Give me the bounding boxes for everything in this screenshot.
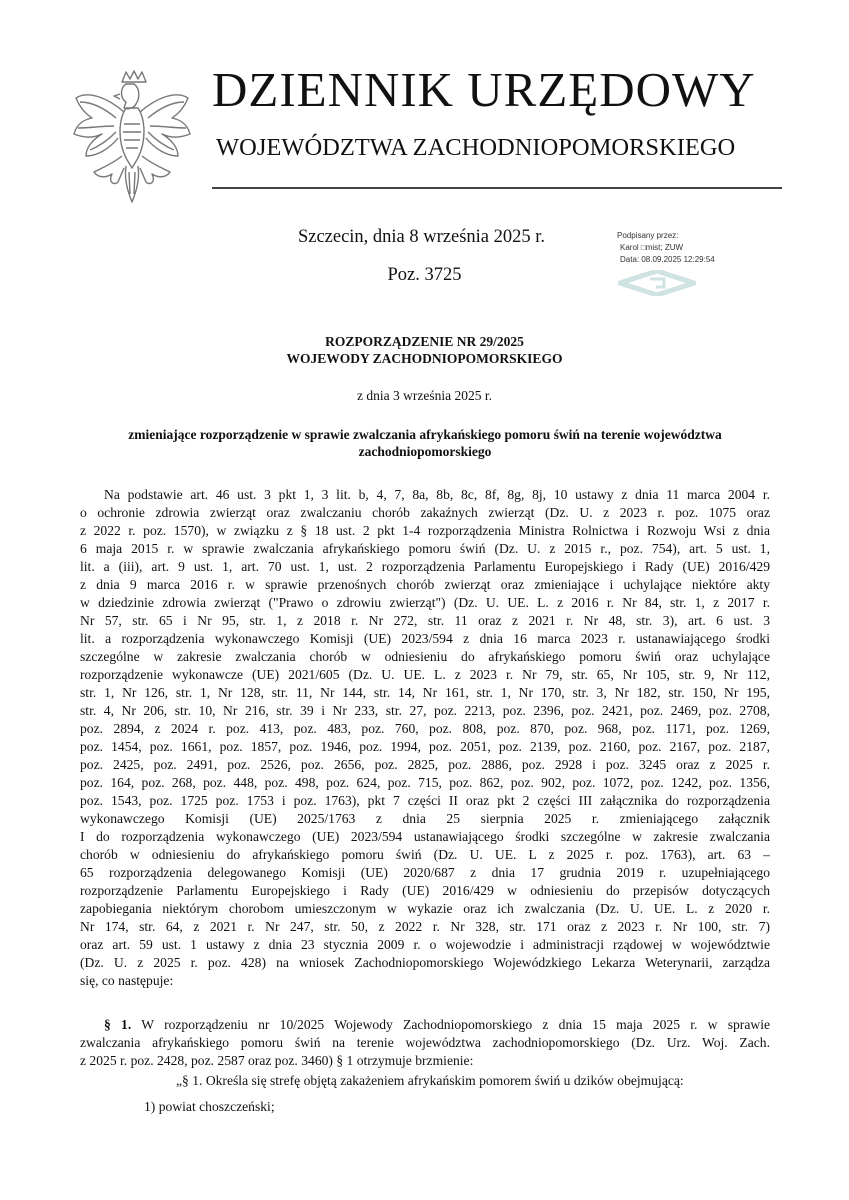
- text-line: się, co następuje:: [80, 973, 174, 988]
- text-line: (Dz. U. z 2025 r. poz. 428) na wniosek Zachodniopomorskiego Wojewódzkiego Lekarza Weterynarii, zarządza: [80, 955, 770, 970]
- regulation-number: ROZPORZĄDZENIE NR 29/2025: [325, 334, 524, 349]
- text-line: w dziedzinie zdrowia zwierząt ("Prawo o zdrowiu zwierząt") (Dz. U. UE. L. z 2016 r. Nr 84, str. 1, z 2017 r.: [80, 595, 770, 610]
- text-line: poz. 1454, poz. 1661, poz. 1857, poz. 1946, poz. 1994, poz. 2051, poz. 2139, poz. 2160, poz. 2167, poz. 2187,: [80, 739, 770, 754]
- journal-subtitle: WOJEWÓDZTWA ZACHODNIOPOMORSKIEGO: [216, 134, 736, 161]
- regulation-subject-line: zmieniające rozporządzenie w sprawie zwalczania afrykańskiego pomoru świń na terenie województwa: [128, 427, 722, 442]
- text-line: z dnia 9 marca 2016 r. w sprawie przenośnych chorób zwierząt oraz zmieniające i uchylające niektóre akty: [80, 577, 770, 592]
- paragraph-1: [80, 1016, 770, 1070]
- text-line: rozporządzenie wykonawcze (UE) 2021/605 (Dz. U. UE. L. z 2023 r. Nr 79, str. 65, Nr 105, str. 9, Nr 112,: [80, 667, 770, 682]
- journal-title: DZIENNIK URZĘDOWY: [212, 62, 756, 117]
- list-item: 1) powiat choszczeński;: [144, 1099, 275, 1114]
- text-line: str. 1, Nr 126, str. 1, Nr 128, str. 11, Nr 144, str. 14, Nr 161, str. 1, Nr 170, str. 3, Nr 182, str. 150, Nr 195,: [80, 685, 770, 700]
- text-line: Nr 57, str. 65 i Nr 95, str. 1, z 2018 r. Nr 272, str. 11 oraz z 2021 r. Nr 48, str. 3), art. 6 ust. 3: [80, 613, 770, 628]
- text-line: 65 rozporządzenia delegowanego Komisji (UE) 2020/687 z dnia 17 grudnia 2019 r. uzupełniającego: [80, 865, 770, 880]
- regulation-issuer: WOJEWODY ZACHODNIOPOMORSKIEGO: [286, 351, 563, 366]
- text-line: chorób w odniesieniu do afrykańskiego pomoru świń (Dz. U. UE. L z 2025 r. poz. 1763), art. 63 –: [80, 847, 770, 862]
- quoted-paragraph: „§ 1. Określa się strefę objętą zakażeniem afrykańskim pomorem świń u dzików obejmującą:: [176, 1073, 684, 1088]
- text-line: z 2022 r. poz. 1570), w związku z § 18 ust. 2 pkt 1-4 rozporządzenia Ministra Rolnictwa i Rozwoju Wsi z dnia: [80, 523, 770, 538]
- text-line: I do rozporządzenia wykonawczego (UE) 2023/594 ustanawiającego środki szczególne w zakresie zwalczania: [80, 829, 770, 844]
- text-line: poz. 164, poz. 268, poz. 448, poz. 498, poz. 624, poz. 715, poz. 862, poz. 902, poz. 1072, poz. 1242, poz. 1356,: [80, 775, 770, 790]
- regulation-title: [0, 333, 849, 367]
- text-line: oraz art. 59 ust. 1 ustawy z dnia 23 stycznia 2009 r. o wojewodzie i administracji rządowej w województwie: [80, 937, 770, 952]
- place-and-date-text: Szczecin, dnia 8 września 2025 r.: [297, 227, 546, 247]
- legal-basis-paragraph: [80, 486, 770, 990]
- text-line: zapobiegania niektórym chorobom umieszczonym w wykazie oraz ich zwalczania (Dz. U. UE. L. z 2020 r.: [80, 901, 770, 916]
- text-line: 6 maja 2015 r. w sprawie zwalczania afrykańskiego pomoru świń (Dz. U. z 2015 r., poz. 754), art. 5 ust. 1,: [80, 541, 770, 556]
- text-line: szczególne w zakresie zwalczania chorób w odniesieniu do afrykańskiego pomoru świń oraz uchylające: [80, 649, 770, 664]
- digital-signature-block[interactable]: [617, 230, 777, 266]
- paragraph-1-label: § 1.: [104, 1017, 132, 1032]
- text-line: poz. 2894, z 2024 r. poz. 413, poz. 483, poz. 760, poz. 808, poz. 870, poz. 968, poz. 1171, poz. 1269,: [80, 721, 770, 736]
- text-line: Na podstawie art. 46 ust. 3 pkt 1, 3 lit. b, 4, 7, 8a, 8b, 8c, 8f, 8g, 8j, 10 ustawy z dnia 11 marca 2004 r.: [104, 487, 770, 502]
- text-line: poz. 2425, poz. 2491, poz. 2526, poz. 2656, poz. 2825, poz. 2886, poz. 2928 i poz. 3245 oraz z 2025 r.: [80, 757, 770, 772]
- polish-eagle-emblem-icon: [68, 68, 196, 208]
- text-line: o ochronie zdrowia zwierząt oraz zwalczaniu chorób zakaźnych zwierząt (Dz. U. z 2023 r. poz. 1075 oraz: [80, 505, 770, 520]
- text-line: zwalczania afrykańskiego pomoru świń na terenie województwa zachodniopomorskiego (Dz. Urz. Woj. Zach.: [80, 1035, 770, 1050]
- paragraph-1-text: W rozporządzeniu nr 10/2025 Wojewody Zachodniopomorskiego z dnia 15 maja 2025 r. w sprawie: [141, 1017, 770, 1032]
- text-line: lit. a rozporządzenia wykonawczego Komisji (UE) 2023/594 z dnia 16 marca 2023 r. ustanawiającego środki: [80, 631, 770, 646]
- text-line: Nr 174, str. 64, z 2021 r. Nr 247, str. 50, z 2022 r. Nr 328, str. 171 oraz z 2023 r. Nr 100, str. 7): [80, 919, 770, 934]
- regulation-date: z dnia 3 września 2025 r.: [357, 388, 492, 403]
- text-line: str. 4, Nr 206, str. 10, Nr 216, str. 39 i Nr 233, str. 27, poz. 2213, poz. 2396, poz. 2421, poz. 2469, poz. 2708,: [80, 703, 770, 718]
- text-line: z 2025 r. poz. 2428, poz. 2587 oraz poz. 3460) § 1 otrzymuje brzmienie:: [80, 1053, 474, 1068]
- text-line: rozporządzenie Parlamentu Europejskiego i Rady (UE) 2016/429 w odniesieniu do przepisów dotyczących: [80, 883, 770, 898]
- position-number: Poz. 3725: [387, 265, 462, 285]
- signature-label: Podpisany przez:: [617, 231, 679, 240]
- text-line: [80, 1016, 770, 1034]
- signature-date: Data: 08.09.2025 12:29:54: [620, 255, 715, 264]
- header-divider: [212, 187, 782, 189]
- text-line: lit. a (iii), art. 9 ust. 1, art. 70 ust. 1, ust. 2 rozporządzenia Parlamentu Europejskiego i Rady (UE) 2016/429: [80, 559, 770, 574]
- signature-signer: Karol □mist; ZUW: [620, 243, 684, 252]
- regulation-subject: [80, 426, 770, 460]
- regulation-subject-line: zachodniopomorskiego: [358, 444, 492, 459]
- text-line: wykonawczego Komisji (UE) 2025/1763 z dnia 25 sierpnia 2025 r. zmieniającego załącznik: [80, 811, 770, 826]
- signature-check-icon: [618, 270, 696, 296]
- text-line: poz. 1543, poz. 1725 poz. 1753 i poz. 1763), pkt 7 części II oraz pkt 2 części III załącznika do rozporządzenia: [80, 793, 770, 808]
